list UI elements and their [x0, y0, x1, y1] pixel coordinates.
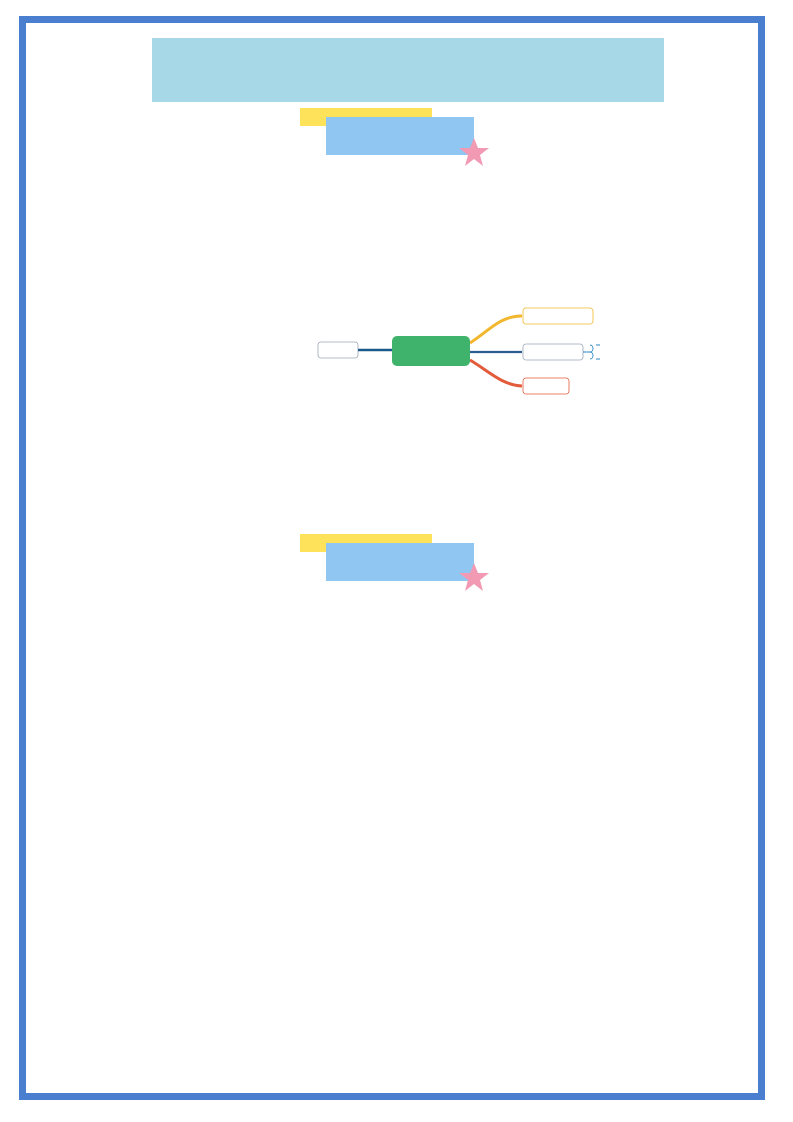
mind-map [170, 200, 690, 500]
page-title [152, 38, 664, 102]
star-icon [458, 561, 490, 593]
center-node [392, 336, 470, 366]
star-icon [458, 136, 490, 168]
hub-node [318, 342, 358, 358]
page-footer [60, 1066, 90, 1081]
section1-header [326, 117, 474, 155]
section2-header [326, 543, 474, 581]
